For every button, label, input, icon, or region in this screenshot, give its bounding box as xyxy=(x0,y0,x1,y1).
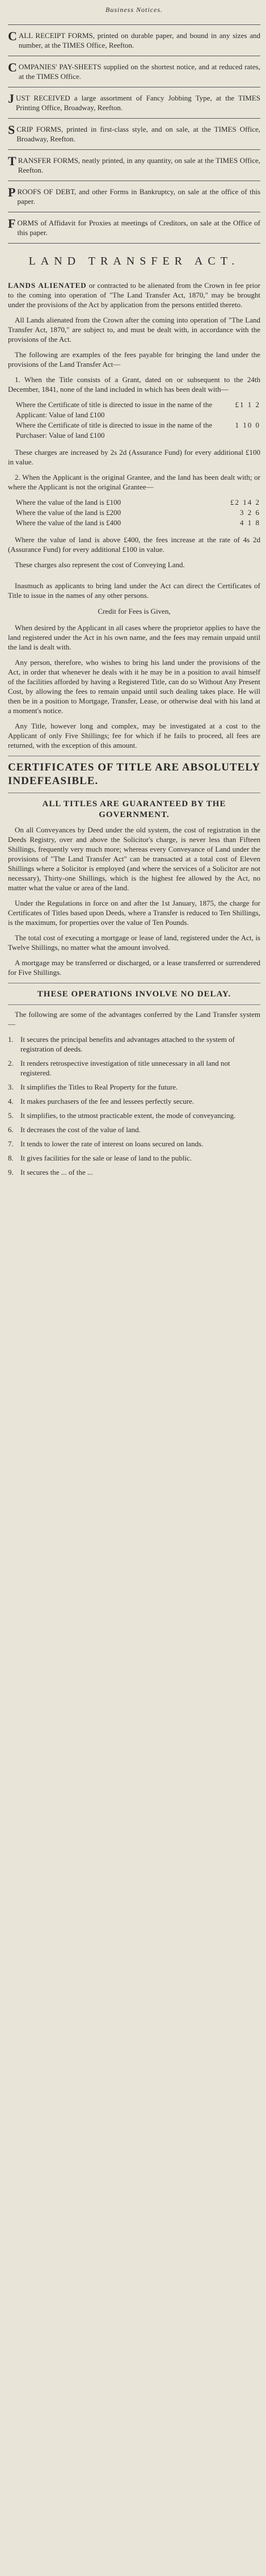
fee-label: Where the value of the land is £100 xyxy=(16,498,121,506)
fee-label: Where the value of the land is £400 xyxy=(16,518,121,527)
drop-cap: P xyxy=(8,185,16,199)
list-text: It renders retrospective investigation of title unnecessary in all land not registered. xyxy=(20,1059,230,1077)
divider xyxy=(8,243,260,244)
business-notices xyxy=(8,24,260,237)
list-item xyxy=(8,1096,260,1106)
list-text: It gives facilities for the sale or lease of land to the public. xyxy=(20,1154,192,1162)
paragraph: When desired by the Applicant in all cases where the proprietor applies to have the land registered under the Act in his own name, and the fees may remain unpaid until the land is dealt with. xyxy=(8,623,260,651)
drop-cap: C xyxy=(8,29,17,43)
business-notice xyxy=(8,187,260,206)
drop-cap: T xyxy=(8,154,16,168)
paragraph: The following are some of the advantages conferred by the Land Transfer system— xyxy=(8,1010,260,1028)
fee-table-1 xyxy=(8,400,260,441)
newspaper-page xyxy=(8,0,260,1177)
fee-amount: 1 10 0 xyxy=(235,421,260,429)
section-header: Business Notices. xyxy=(105,6,163,14)
paragraph: These charges are increased by 2s 2d (Assurance Fund) for every additional £100 in value. xyxy=(8,448,260,466)
list-number: 6. xyxy=(8,1125,14,1134)
advantages-list xyxy=(8,1034,260,1177)
land-act-intro: LANDS ALIENATED or contracted to be alienated from the Crown in fee prior to the coming into operation of "The Land Transfer Act, 1870," may be brought under the provisions of the Act by application from the persons entitled thereto. xyxy=(8,281,260,309)
list-text: It secures the ... of the ... xyxy=(20,1168,93,1176)
list-item xyxy=(8,1139,260,1149)
list-number: 9. xyxy=(8,1168,14,1176)
business-notice xyxy=(8,93,260,112)
list-number: 5. xyxy=(8,1111,14,1120)
paragraph: Where the value of land is above £400, the fees increase at the rate of 4s 2d (Assurance Fund) for every additional £100 in value. xyxy=(8,535,260,554)
business-notice xyxy=(8,156,260,175)
paragraph: The total cost of executing a mortgage or lease of land, registered under the Act, is Twelve Shillings, no matter what the amount involved. xyxy=(8,933,260,952)
business-notice xyxy=(8,218,260,237)
paragraph: Inasmuch as applicants to bring land under the Act can direct the Certificates of Title to issue in the names of any other persons. xyxy=(8,581,260,600)
business-notice xyxy=(8,124,260,144)
notice-text: ALL RECEIPT FORMS, printed on durable paper, and bound in any sizes and number, at the TIMES Office, Reefton. xyxy=(18,31,260,49)
list-item xyxy=(8,1111,260,1120)
fee-row xyxy=(16,497,260,508)
list-number: 4. xyxy=(8,1097,14,1105)
example-2: 2. When the Applicant is the original Grantee, and the land has been dealt with; or where the Applicant is not the original Grantee— xyxy=(8,473,260,491)
fee-amount: 3 2 6 xyxy=(240,508,260,517)
paragraph: Under the Regulations in force on and after the 1st January, 1875, the charge for Certificates of Titles based upon Deeds, where a Transfer is reduced to Ten Shillings, is the maximum, for properties over the value of Ten Pounds. xyxy=(8,899,260,927)
paragraph: These charges also represent the cost of Conveying Land. xyxy=(15,560,185,569)
divider xyxy=(8,149,260,150)
divider xyxy=(8,118,260,119)
drop-cap: C xyxy=(8,60,17,74)
list-text: It tends to lower the rate of interest on loans secured on lands. xyxy=(20,1140,204,1148)
list-item xyxy=(8,1034,260,1054)
paragraph: On all Conveyances by Deed under the old system, the cost of registration in the Deeds Registry, over and above the Solicitor's charge, is never less than Fifteen Shillings, frequently very much more; whereas every Conveyance of Land under the provisions of "The Land Transfer Act" can be transacted at a total cost of Eleven Shillings where a Solicitor is employed (and where the services of a Solicitor are not necessary), Thirty-one Shillings, which is the highest fee allowed by the Act, no matter what the value or area of the land. xyxy=(8,826,260,892)
business-notice xyxy=(8,31,260,50)
list-number: 8. xyxy=(8,1154,14,1162)
fee-row xyxy=(16,508,260,518)
land-act-title: LAND TRANSFER ACT. xyxy=(28,255,240,267)
drop-cap: S xyxy=(8,123,15,137)
paragraph: A mortgage may be transferred or discharged, or a lease transferred or surrendered for Five Shillings. xyxy=(8,958,260,977)
list-item xyxy=(8,1153,260,1163)
list-item xyxy=(8,1082,260,1092)
list-item xyxy=(8,1167,260,1177)
fee-amount: £1 1 2 xyxy=(235,400,260,409)
list-item xyxy=(8,1058,260,1078)
divider xyxy=(8,24,260,25)
paragraph: All Lands alienated from the Crown after the coming into operation of "The Land Transfer Act, 1870," are subject to, and must be dealt with, in accordance with the provisions of the Act. xyxy=(8,316,260,344)
fee-row xyxy=(16,400,260,420)
list-text: It simplifies the Titles to Real Property for the future. xyxy=(20,1083,178,1091)
certificates-heading: CERTIFICATES OF TITLE ARE ABSOLUTELY INDEFEASIBLE. xyxy=(8,761,260,787)
fee-label: Where the value of the land is £200 xyxy=(16,508,121,517)
divider xyxy=(8,1004,260,1005)
fee-row xyxy=(16,518,260,528)
list-text: It decreases the cost of the value of land. xyxy=(20,1125,141,1134)
fee-table-2 xyxy=(8,497,260,528)
list-number: 2. xyxy=(8,1059,14,1067)
credit-caption: Credit for Fees is Given, xyxy=(98,607,171,615)
list-text: It secures the principal benefits and advantages attached to the system of registration of deeds. xyxy=(20,1035,235,1053)
list-item xyxy=(8,1125,260,1134)
list-number: 1. xyxy=(8,1035,14,1044)
fee-amount: 4 1 8 xyxy=(240,518,260,527)
notice-text: UST RECEIVED a large assortment of Fancy Jobbing Type, at the TIMES Printing Office, Broadway, Reefton. xyxy=(16,94,260,112)
notice-text: ORMS of Affidavit for Proxies at meetings of Creditors, on sale at the Office of this paper. xyxy=(17,219,260,237)
list-text: It simplifies, to the utmost practicable extent, the mode of conveyancing. xyxy=(20,1111,236,1120)
list-number: 3. xyxy=(8,1083,14,1091)
drop-cap: J xyxy=(8,91,14,106)
example-1: 1. When the Title consists of a Grant, dated on or subsequent to the 24th December, 1841, none of the land included in which has been dealt with— xyxy=(8,375,260,393)
paragraph: Any Title, however long and complex, may be investigated at a cost to the Applicant of only Five Shillings; fee for which if he fails to proceed, all fees are returned, with the exception of this amount. xyxy=(8,722,260,749)
notice-text: RANSFER FORMS, neatly printed, in any quantity, on sale at the TIMES Office, Reefton. xyxy=(18,156,260,174)
notice-text: OMPANIES' PAY-SHEETS supplied on the shortest notice, and at reduced rates, at the TIMES Office. xyxy=(18,62,260,81)
delay-heading: THESE OPERATIONS INVOLVE NO DELAY. xyxy=(37,990,231,999)
list-text: It makes purchasers of the fee and lessees perfectly secure. xyxy=(20,1097,195,1105)
notice-text: CRIP FORMS, printed in first-class style, and on sale, at the TIMES Office, Broadway, Reefton. xyxy=(16,125,260,143)
fee-label: Where the Certificate of title is directed to issue in the name of the Purchaser: Value of land £100 xyxy=(16,421,213,439)
notice-text: ROOFS OF DEBT, and other Forms in Bankruptcy, on sale at the office of this paper. xyxy=(17,187,260,206)
paragraph: Any person, therefore, who wishes to bring his land under the provisions of the Act, in order that whenever he deals with it he may be in a position to avail himself of the facilities afforded by having a Registered Title, can do so Without Any Present Cost, by allowing the fees to remain unpaid until such dealing takes place. He will then be in a position to Mortgage, Transfer, Lease, or otherwise deal with his land at a moment's notice. xyxy=(8,658,260,715)
fee-amount: £2 14 2 xyxy=(230,498,260,506)
business-notice xyxy=(8,62,260,81)
fee-row xyxy=(16,420,260,441)
guarantee-heading: ALL TITLES ARE GUARANTEED BY THE GOVERNMENT. xyxy=(42,799,226,819)
fee-label: Where the Certificate of title is directed to issue in the name of the Applicant: Value of land £100 xyxy=(16,400,213,419)
paragraph: The following are examples of the fees payable for bringing the land under the provisions of the Land Transfer Act— xyxy=(8,350,260,368)
list-number: 7. xyxy=(8,1140,14,1148)
drop-cap: F xyxy=(8,216,16,231)
